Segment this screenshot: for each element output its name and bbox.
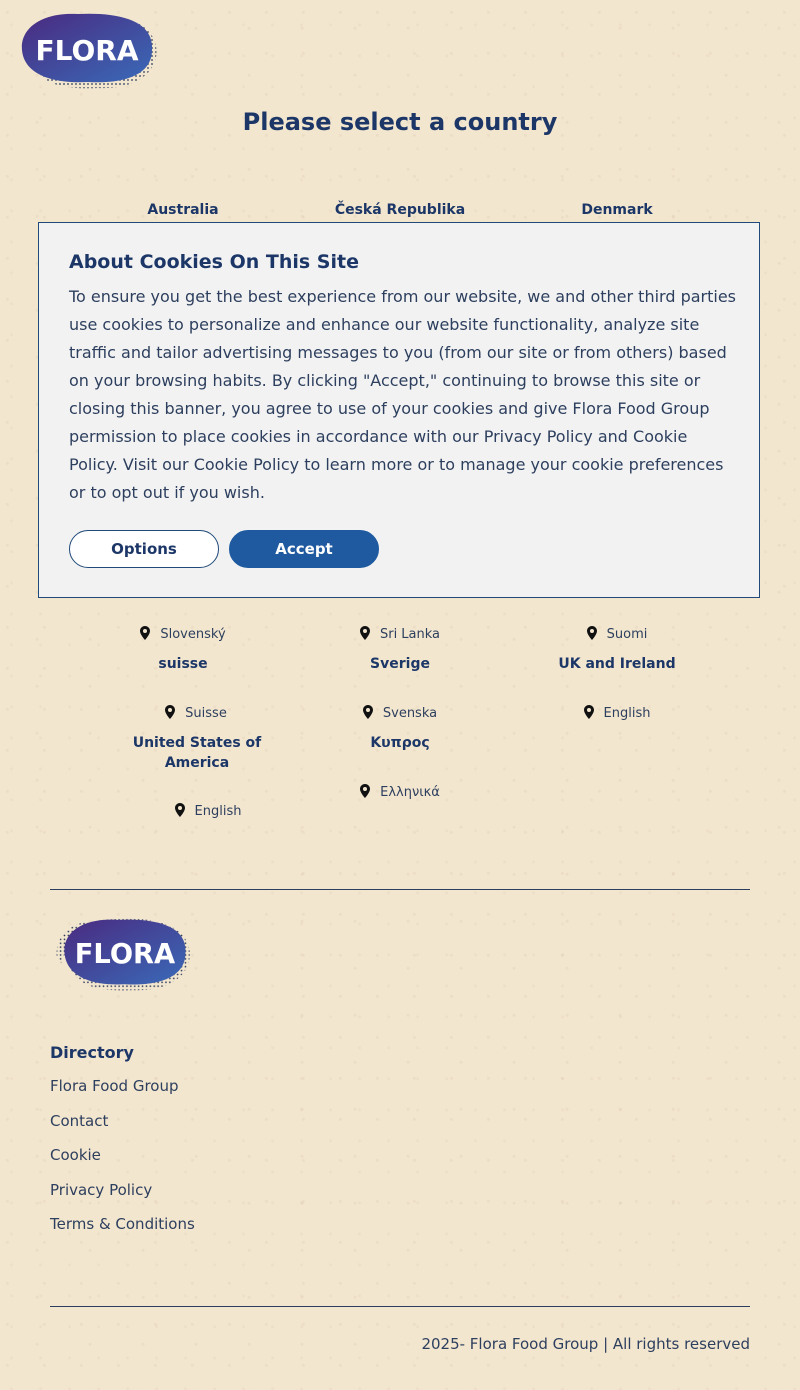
map-pin-icon [360, 626, 370, 640]
map-pin-icon [584, 705, 594, 719]
footer-link-terms[interactable]: Terms & Conditions [50, 1215, 195, 1233]
language-link[interactable] [517, 626, 717, 644]
copyright: 2025- Flora Food Group | All rights reserved [421, 1335, 750, 1353]
language-link[interactable] [83, 626, 283, 644]
map-pin-icon [175, 803, 185, 817]
language-label: Slovenský [160, 627, 226, 642]
logo-text: FLORA [74, 938, 176, 970]
footer-link-flora-food-group[interactable]: Flora Food Group [50, 1077, 179, 1095]
logo-text: FLORA [35, 34, 139, 67]
language-link[interactable] [300, 626, 500, 644]
cookie-banner-title: About Cookies On This Site [69, 251, 359, 273]
divider [50, 1306, 750, 1307]
country-uk-ireland[interactable]: UK and Ireland [558, 656, 676, 672]
cookie-banner [38, 222, 760, 598]
footer-link-cookie[interactable]: Cookie [50, 1146, 101, 1164]
language-link[interactable] [96, 705, 296, 723]
language-label: Sri Lanka [379, 627, 441, 642]
country-ceska-republika[interactable]: Česká Republika [334, 202, 466, 218]
country-united-states[interactable]: United States of America [132, 735, 262, 771]
footer-link-contact[interactable]: Contact [50, 1112, 109, 1130]
language-label: Ελληνικά [380, 785, 440, 800]
map-pin-icon [165, 705, 175, 719]
flora-logo-footer[interactable] [48, 914, 200, 994]
page-title: Please select a country [242, 108, 558, 136]
map-pin-icon [140, 626, 150, 640]
country-kypros[interactable]: Κυπρος [370, 735, 430, 751]
map-pin-icon [363, 705, 373, 719]
country-sverige[interactable]: Sverige [370, 656, 430, 672]
flora-logo-header[interactable] [18, 10, 160, 92]
language-link[interactable] [300, 705, 500, 723]
language-label: English [194, 804, 242, 819]
footer-directory-title: Directory [50, 1043, 134, 1062]
country-denmark[interactable]: Denmark [581, 202, 653, 218]
language-link[interactable] [108, 803, 308, 821]
cookie-banner-body: To ensure you get the best experience from our website, we and other third parties use cookies to personalize and enhance our website functionality, analyze site traffic and tailor advertising messages to you (from our site or from others) based on your browsing habits. By clicking "Accept," continuing to browse this site or closing this banner, you agree to use of your cookies and give Flora Food Group permission to place cookies in accordance with our Privacy Policy and Cookie Policy. Visit our Cookie Policy to learn more or to manage your cookie preferences or to opt out if you wish. [69, 287, 737, 502]
language-label: English [603, 706, 651, 721]
divider [50, 889, 750, 890]
language-label: Suisse [185, 706, 227, 721]
cookie-accept-button[interactable]: Accept [229, 530, 379, 568]
language-link[interactable] [517, 705, 717, 723]
country-suisse[interactable]: suisse [158, 656, 208, 672]
language-label: Svenska [382, 706, 438, 721]
country-australia[interactable]: Australia [147, 202, 219, 218]
map-pin-icon [360, 784, 370, 798]
cookie-options-button[interactable]: Options [69, 530, 219, 568]
footer-link-privacy-policy[interactable]: Privacy Policy [50, 1181, 153, 1199]
map-pin-icon [587, 626, 597, 640]
language-link[interactable] [300, 784, 500, 802]
language-label: Suomi [606, 627, 648, 642]
